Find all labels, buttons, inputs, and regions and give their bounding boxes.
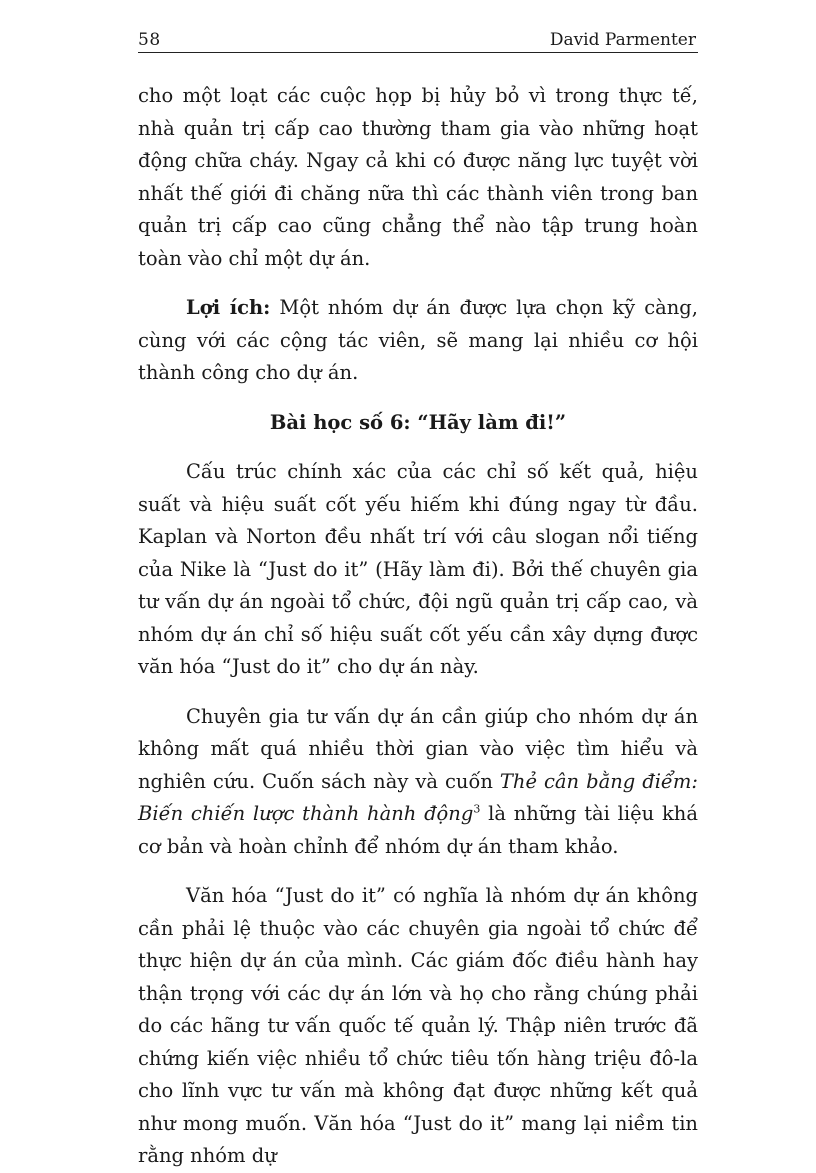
paragraph-gap [138,439,698,456]
paragraph-consultant-start: Chuyên gia tư vấn dự án cần giúp cho nhóm dự án không mất quá nhiều thời gian vào việc tìm hiểu và nghiên cứu. Cuốn sách này và cuốn [138,704,698,793]
running-head-author: David Parmenter [549,30,696,50]
benefit-label: Lợi ích: [186,296,271,319]
paragraph-continuation: cho một loạt các cuộc họp bị hủy bỏ vì trong thực tế, nhà quản trị cấp cao thường tham gia vào những hoạt động chữa cháy. Ngay cả khi có được năng lực tuyệt vời nhất thế giới đi chăng nữa thì các thành viên trong ban quản trị cấp cao cũng chẳng thể nào tập trung hoàn toàn vào chỉ một dự án. [138,84,698,270]
footnote-marker: 3 [473,802,481,816]
book-title-italic: Thẻ cân bằng điểm: Biến chiến lược thành hành động [138,769,698,825]
page-number: 58 [138,30,161,50]
paragraph-just-do-it: Cấu trúc chính xác của các chỉ số kết quả, hiệu suất và hiệu suất cốt yếu hiếm khi đúng ngay từ đầu. Kaplan và Norton đều nhất trí với câu slogan nổi tiếng của Nike là “Just do it” (Hãy làm đi). Bởi thế chuyên gia tư vấn dự án ngoài tổ chức, đội ngũ quản trị cấp cao, và nhóm dự án chỉ số hiệu suất cốt yếu cần xây dựng được văn hóa “Just do it” cho dự án này. [138,460,698,678]
page-header [138,30,698,53]
body-text [138,80,698,1173]
paragraph-gap [138,684,698,701]
paragraph-gap [138,275,698,292]
paragraph-gap [138,863,698,880]
paragraph-gap [138,390,698,407]
section-heading: Bài học số 6: “Hãy làm đi!” [269,410,567,434]
benefit-text: Một nhóm dự án được lựa chọn kỹ càng, cùng với các cộng tác viên, sẽ mang lại nhiều cơ hội thành công cho dự án. [138,296,698,384]
paragraph-culture: Văn hóa “Just do it” có nghĩa là nhóm dự án không cần phải lệ thuộc vào các chuyên gia ngoài tổ chức để thực hiện dự án của mình. Các giám đốc điều hành hay thận trọng với các dự án lớn và họ cho rằng chúng phải do các hãng tư vấn quốc tế quản lý. Thập niên trước đã chứng kiến việc nhiều tổ chức tiêu tốn hàng triệu đô-la cho lĩnh vực tư vấn mà không đạt được những kết quả như mong muốn. Văn hóa “Just do it” mang lại niềm tin rằng nhóm dự [138,884,698,1167]
paragraph-consultant [138,701,698,864]
paragraph-consultant-end: là những tài liệu khá cơ bản và hoàn chỉnh để nhóm dự án tham khảo. [138,802,698,858]
paragraph-benefit [138,292,698,390]
